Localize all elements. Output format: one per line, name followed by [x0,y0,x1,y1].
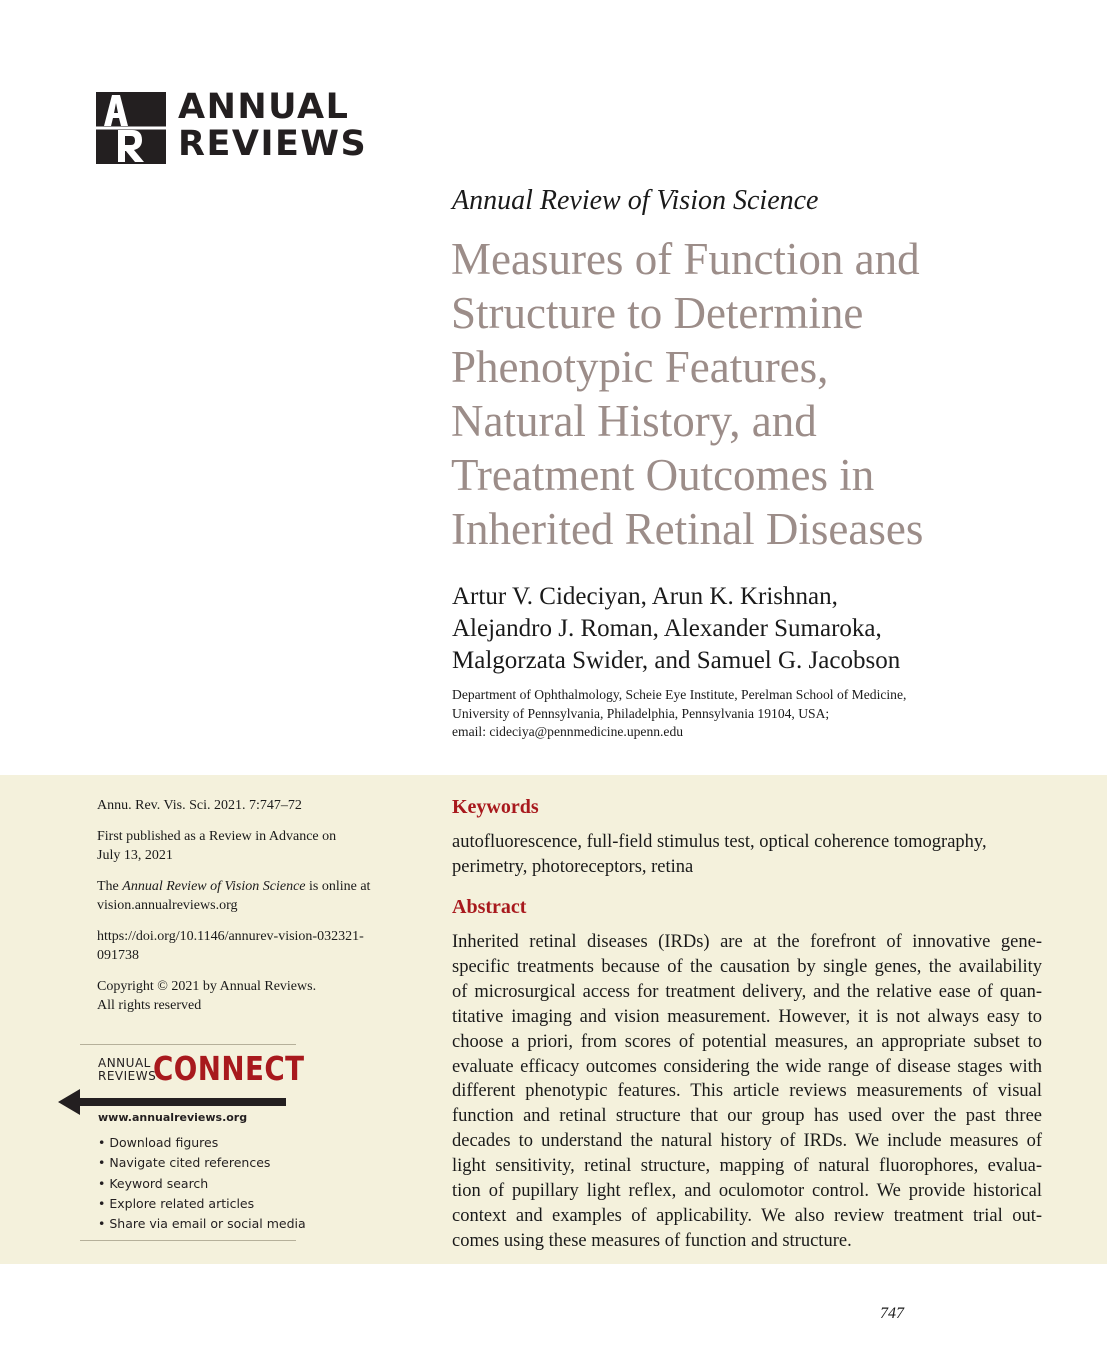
author-list [452,581,1092,677]
abstract-line: decades to understand the natural history of IRDs. We include measures of [452,1131,1042,1152]
affiliation-line: Department of Ophthalmology, Scheie Eye Institute, Perelman School of Medicine, [452,687,907,702]
doi-line[interactable]: https://doi.org/10.1146/annurev-vision-032321- [97,929,364,944]
keywords-text [452,830,1047,880]
first-published-date: July 13, 2021 [97,848,173,863]
connect-feature-list [98,1133,306,1234]
title-line: Natural History, and [451,396,817,446]
affiliation-line: University of Pennsylvania, Philadelphia, Pennsylvania 19104, USA; [452,705,830,721]
article-info-sidebar [97,796,417,1027]
online-post: is online at [305,879,371,894]
online-pre: The [97,879,123,894]
connect-ar-line: REVIEWS [98,1069,157,1083]
online-journal: Annual Review of Vision Science [122,879,306,894]
abstract-line: light sensitivity, retinal structure, mapping of natural fluorophores, evalua- [452,1156,1042,1177]
doi-link[interactable] [97,927,417,965]
abstract-line: of microsurgical access for treatment delivery, and the relative ease of quan- [452,981,1042,1002]
logo-line-2: REVIEWS [178,124,368,164]
logo-wordmark [178,89,367,163]
citation: Annu. Rev. Vis. Sci. 2021. 7:747–72 [97,798,302,813]
affiliation [452,686,1092,742]
abstract-line: specific treatments because of the causation by single genes, the availability [452,956,1042,977]
list-item: • Navigate cited references [98,1155,271,1171]
connect-ar-line: ANNUAL [98,1056,151,1070]
first-published-line: First published as a Review in Advance on [97,829,337,844]
abstract-line: comes using these measures of function and structure. [452,1230,852,1251]
abstract-text [452,930,1042,1254]
annual-reviews-logo [96,87,376,164]
list-item: • Keyword search [98,1175,209,1191]
abstract-line: function and retinal structure that our group has used over the past three [452,1106,1042,1127]
connect-wordmark: CONNECT [153,1049,305,1088]
rights-line: All rights reserved [97,998,202,1013]
abstract-line: different phenotypic features. This article reviews measurements of visual [452,1081,1042,1102]
title-line: Treatment Outcomes in [451,450,875,500]
abstract-line: evaluate efficacy outcomes considering the wide range of disease stages with [452,1056,1042,1077]
author-line: Alejandro J. Roman, Alexander Sumaroka, [452,615,882,642]
doi-line[interactable]: 091738 [97,948,139,963]
copyright [97,977,417,1015]
journal-name: Annual Review of Vision Science [452,185,819,216]
abstract-line: context and examples of applicability. We also review treatment trial out- [452,1205,1042,1226]
list-item: • Share via email or social media [98,1216,306,1232]
journal-url-link[interactable]: vision.annualreviews.org [97,898,238,913]
ar-logo-mark [96,92,166,164]
article-title [451,232,1091,556]
title-line: Structure to Determine [451,288,864,338]
first-published [97,827,417,865]
copyright-line: Copyright © 2021 by Annual Reviews. [97,979,317,994]
affiliation-email[interactable]: email: cideciya@pennmedicine.upenn.edu [452,724,684,739]
title-line: Measures of Function and [451,234,920,284]
title-line: Inherited Retinal Diseases [451,504,924,554]
page-number: 747 [880,1305,904,1322]
keywords-heading: Keywords [452,796,539,818]
connect-url-link[interactable]: www.annualreviews.org [98,1111,248,1124]
title-line: Phenotypic Features, [451,342,829,392]
keywords-line: autofluorescence, full-field stimulus test, optical coherence tomography, [452,832,987,852]
abstract-line: Inherited retinal diseases (IRDs) are at the forefront of innovative gene- [452,932,1042,952]
list-item: • Explore related articles [98,1195,255,1211]
connect-ar-label [98,1057,156,1083]
abstract-line: choose a priori, from scores of potential measures, an appropriate subset to [452,1031,1042,1052]
keywords-line: perimetry, photoreceptors, retina [452,857,694,877]
abstract-line: titative imaging and vision measurement. However, it is not always easy to [452,1006,1042,1027]
annual-reviews-connect-box [80,1044,306,1241]
abstract-heading: Abstract [452,896,527,918]
logo-line-1: ANNUAL [178,87,350,127]
author-line: Artur V. Cideciyan, Arun K. Krishnan, [452,583,838,610]
author-line: Malgorzata Swider, and Samuel G. Jacobson [452,647,901,674]
list-item: • Download figures [98,1135,219,1150]
online-note [97,877,417,915]
abstract-line: tion of pupillary light reflex, and oculomotor control. We provide historical [452,1181,1042,1202]
